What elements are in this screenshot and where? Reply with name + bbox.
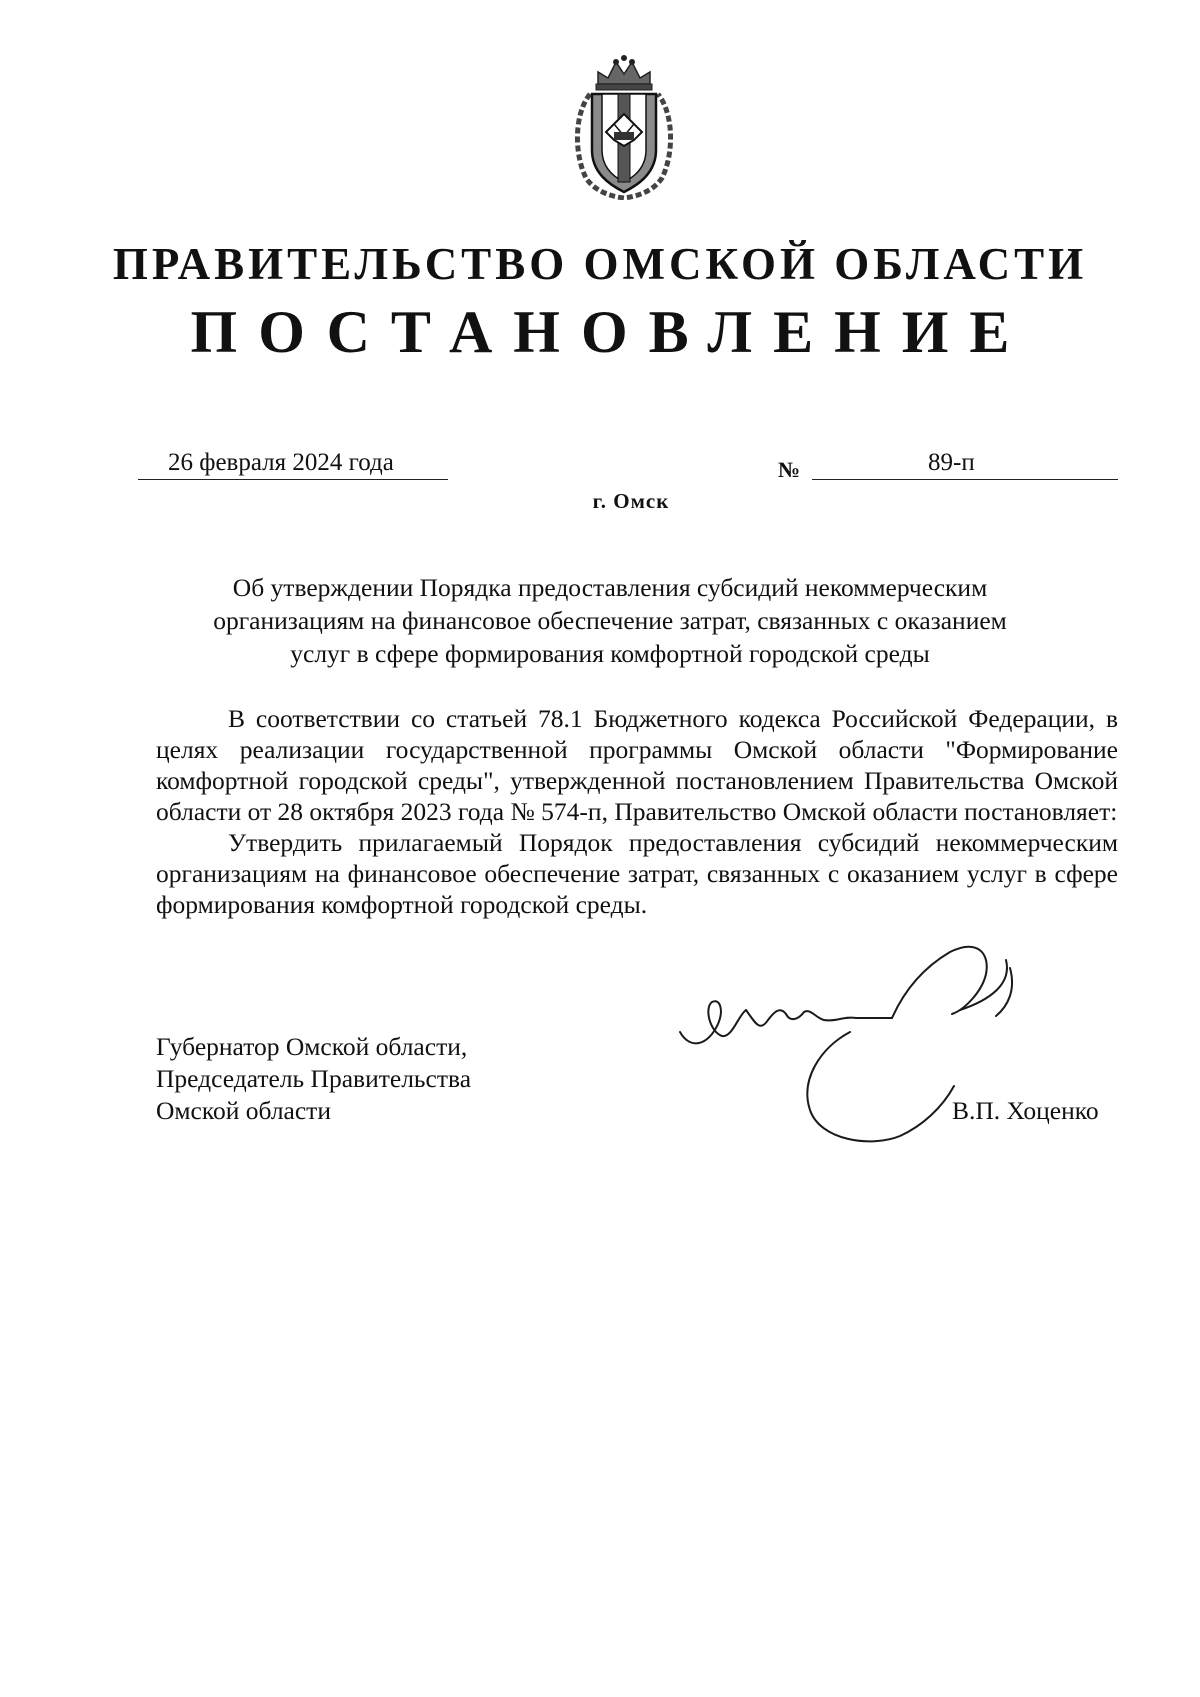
date-field bbox=[138, 445, 448, 480]
signer-title-line: Губернатор Омской области, bbox=[156, 1032, 468, 1061]
document-body bbox=[156, 703, 1118, 920]
handwritten-signature-icon bbox=[660, 940, 1090, 1150]
body-paragraph: В соответствии со статьей 78.1 Бюджетного кодекса Российской Федерации, в целях реализации государственной программы Омской области "Формирование комфортной городской среды", утвержденной постановлением Правительства Омской области от 28 октября 2023 года № 574-п, Правительство Омской области постановляет: bbox=[156, 704, 1118, 826]
document-type: ПОСТАНОВЛЕНИЕ bbox=[190, 299, 1031, 365]
body-paragraph: Утвердить прилагаемый Порядок предоставления субсидий некоммерческим организациям на финансовое обеспечение затрат, связанных с оказанием услуг в сфере формирования комфортной городской среды. bbox=[156, 828, 1118, 919]
document-number: 89-п bbox=[928, 449, 975, 476]
city: г. Омск bbox=[592, 489, 670, 513]
signer-title bbox=[156, 1031, 556, 1127]
signer-name: В.П. Хоценко bbox=[952, 1096, 1099, 1125]
number-sign: № bbox=[778, 457, 801, 482]
signer-title-line: Председатель Правительства bbox=[156, 1064, 472, 1093]
signer-title-line: Омской области bbox=[156, 1096, 331, 1125]
document-date: 26 февраля 2024 года bbox=[168, 449, 394, 476]
number-field bbox=[812, 445, 1118, 480]
government-name: ПРАВИТЕЛЬСТВО ОМСКОЙ ОБЛАСТИ bbox=[112, 239, 1088, 289]
omsk-coat-of-arms-icon bbox=[568, 54, 680, 200]
document-subject: Об утверждении Порядка предоставления субсидий некоммерческим организациям на финансовое обеспечение затрат, связанных с оказанием услуг в сфере формирования комфортной городской среды bbox=[213, 573, 1007, 668]
